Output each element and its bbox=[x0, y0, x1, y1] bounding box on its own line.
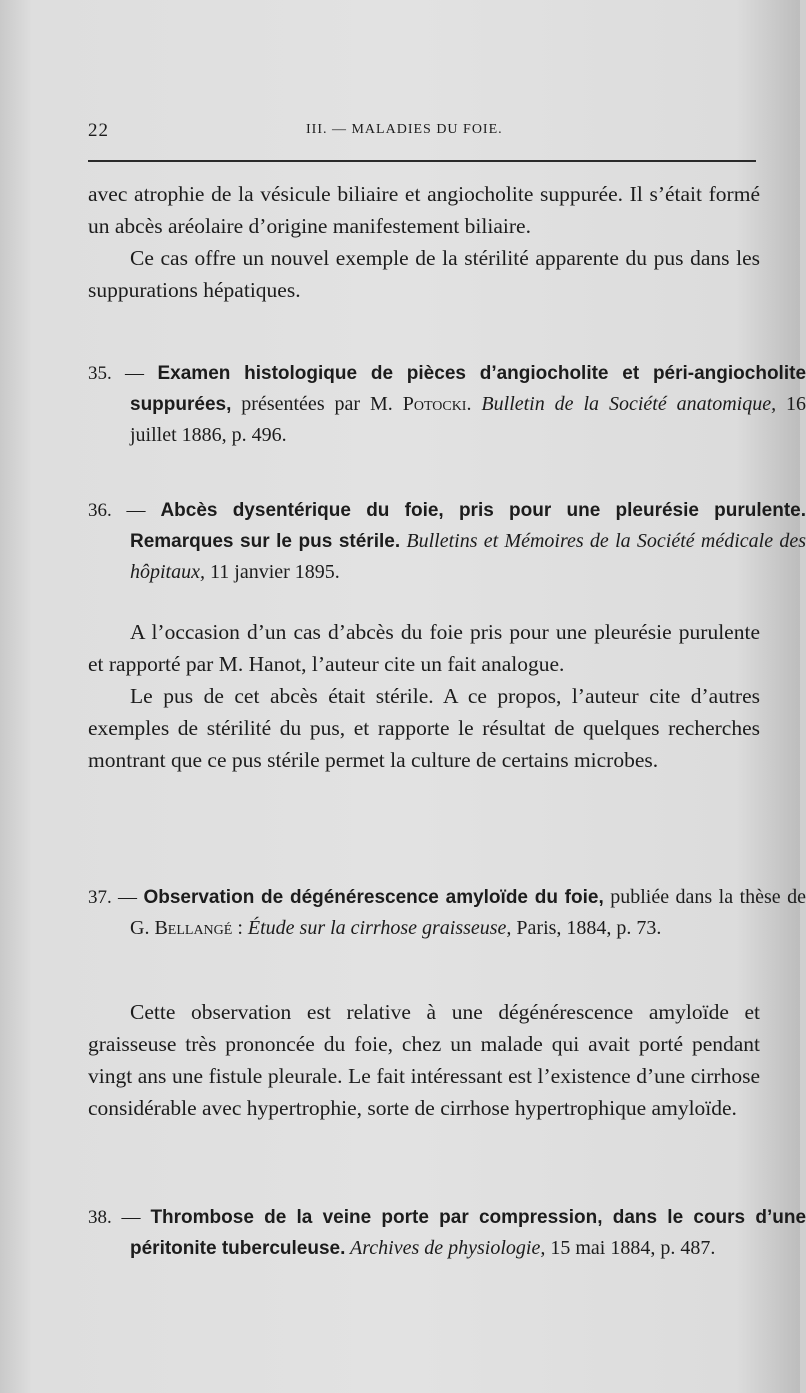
entry-36-description bbox=[88, 616, 760, 776]
entry-date: 11 janvier 1895. bbox=[205, 561, 340, 583]
page-header bbox=[88, 118, 758, 142]
entry-author: Bellangé bbox=[154, 917, 233, 939]
paragraph: Cette observation est relative à une dégénérescence amyloïde et graisseuse très prononcée du foie, chez un malade qui avait porté pendant vingt ans une fistule pleurale. Le fait intéressant est l’existence d’une cirrhose considérable avec hypertrophie, sorte de cirrhose hypertrophique amyloïde. bbox=[88, 1000, 760, 1120]
paragraph: Ce cas offre un nouvel exemple de la stérilité apparente du pus dans les suppurations hépatiques. bbox=[88, 246, 760, 302]
paragraph: A l’occasion d’un cas d’abcès du foie pris pour une pleurésie purulente et rapporté par M. Hanot, l’auteur cite un fait analogue. bbox=[88, 620, 760, 676]
entry-number: 35. — bbox=[88, 363, 144, 384]
entry-title: Examen histologique de pièces d’angiocholite et péri-angiocholite suppurées, bbox=[130, 363, 806, 415]
entry-text: . bbox=[466, 393, 482, 415]
entry-date: 15 mai 1884, p. 487. bbox=[545, 1237, 716, 1259]
entry-title: Abcès dysentérique du foie, pris pour une pleurésie purulente. Remarques sur le pus stérile. bbox=[130, 500, 806, 552]
continued-text bbox=[88, 178, 760, 306]
entry-number: 37. — bbox=[88, 887, 137, 908]
entry-text: : bbox=[232, 917, 248, 939]
entry-date: Paris, 1884, p. 73. bbox=[511, 917, 662, 939]
entry-text: publiée dans la thèse de G. bbox=[130, 886, 806, 939]
entry-publication: Bulletins et Mémoires de la Société médicale des hôpitaux, bbox=[130, 530, 806, 583]
entry-number: 36. — bbox=[88, 500, 146, 521]
entry-title: Thrombose de la veine porte par compression, dans le cours d’une péritonite tuberculeuse. bbox=[130, 1207, 806, 1259]
entry-text: présentées par M. bbox=[231, 393, 403, 415]
entry-publication: Étude sur la cirrhose graisseuse, bbox=[247, 917, 512, 939]
page-number: 22 bbox=[88, 120, 109, 141]
entry-date: 16 juillet 1886, p. 496. bbox=[130, 393, 806, 446]
bibliography-entry-38 bbox=[88, 1202, 806, 1264]
bibliography-entry-35 bbox=[88, 358, 806, 450]
header-rule bbox=[88, 160, 756, 162]
bibliography-entry-37 bbox=[88, 882, 806, 943]
bibliography-entry-36 bbox=[88, 495, 806, 587]
entry-37-description bbox=[88, 996, 760, 1124]
entry-title: Observation de dégénérescence amyloïde du foie, bbox=[143, 887, 604, 908]
running-title: III. — MALADIES DU FOIE. bbox=[306, 122, 503, 137]
paragraph: avec atrophie de la vésicule biliaire et angiocholite suppurée. Il s’était formé un abcès aréolaire d’origine manifestement biliaire. bbox=[88, 182, 760, 238]
paragraph: Le pus de cet abcès était stérile. A ce propos, l’auteur cite d’autres exemples de stérilité du pus, et rapporte le résultat de quelques recherches montrant que ce pus stérile permet la culture de certains microbes. bbox=[88, 684, 760, 772]
entry-number: 38. — bbox=[88, 1207, 141, 1228]
entry-publication: Archives de physiologie, bbox=[345, 1237, 546, 1259]
entry-author: Potocki bbox=[402, 393, 467, 415]
entry-publication: Bulletin de la Société anatomique, bbox=[481, 393, 777, 415]
